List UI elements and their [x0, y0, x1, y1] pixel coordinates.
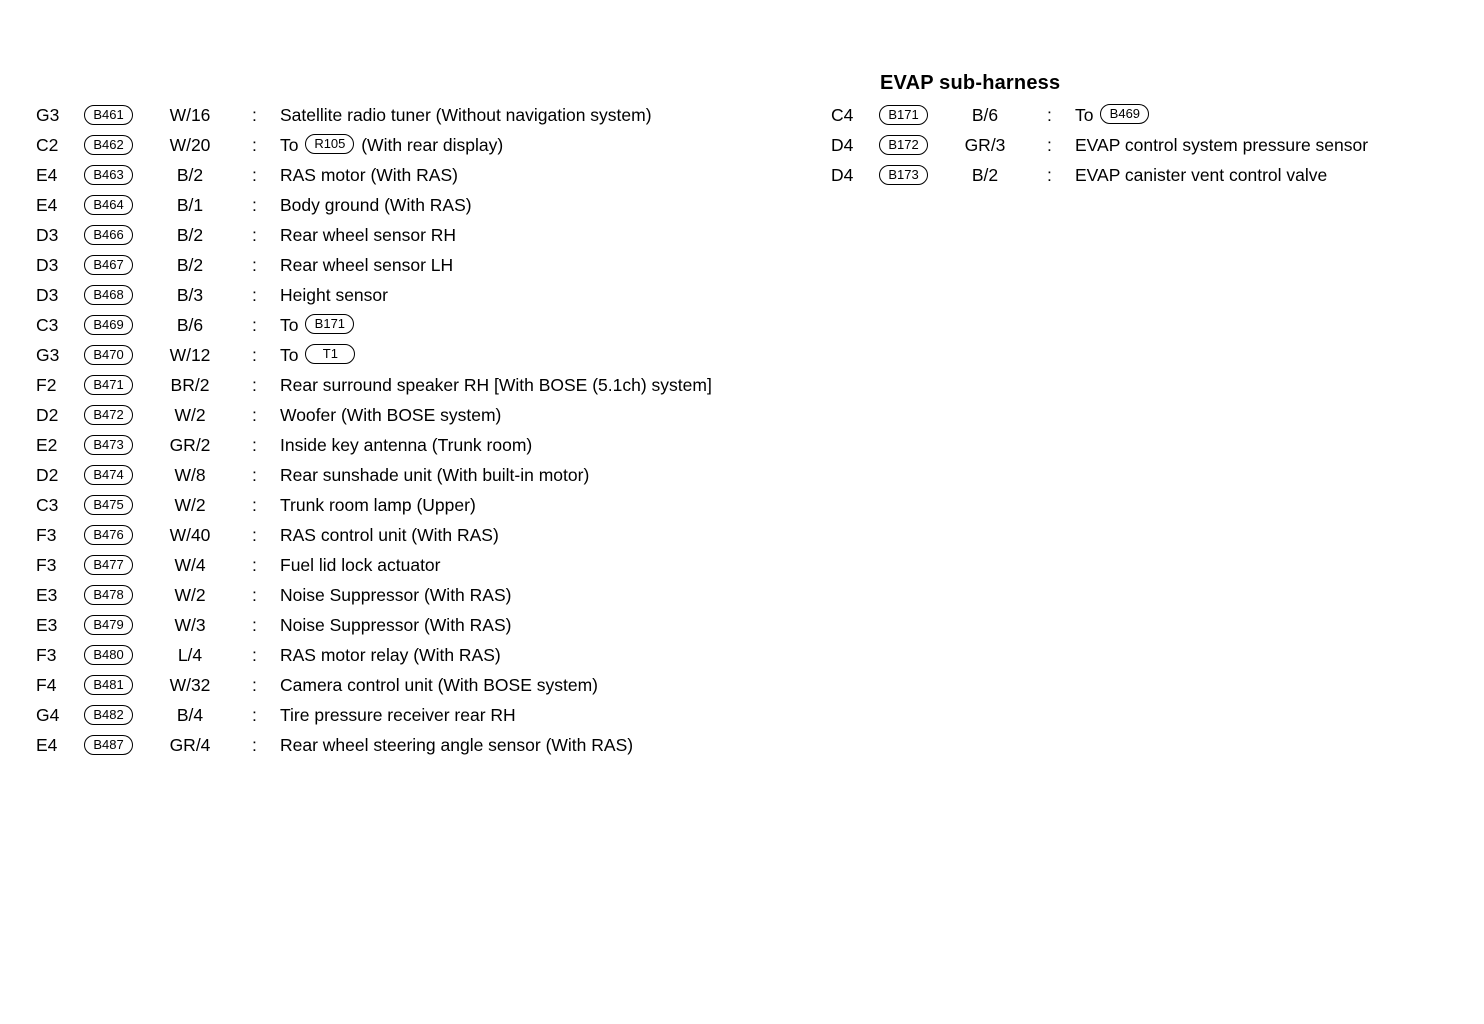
wire-spec: GR/3 [964, 135, 1006, 155]
connector-ref-badge: B171 [305, 314, 354, 334]
description: Rear wheel steering angle sensor (With RAS) [280, 735, 634, 755]
connector-ref-badge: B469 [1100, 104, 1149, 124]
grid-ref: E2 [36, 435, 58, 455]
grid-ref: F3 [36, 525, 57, 545]
connector-badge: B470 [84, 345, 133, 365]
separator: : [252, 555, 257, 575]
description-prefix: To [280, 315, 299, 335]
separator: : [252, 195, 257, 215]
connector-badge: B480 [84, 645, 133, 665]
wire-spec: B/1 [176, 195, 204, 215]
separator: : [252, 615, 257, 635]
description: Rear wheel sensor RH [280, 225, 457, 245]
description: Tire pressure receiver rear RH [280, 705, 516, 725]
connector-badge: B469 [84, 315, 133, 335]
connector-badge: B468 [84, 285, 133, 305]
description: EVAP canister vent control valve [1075, 165, 1328, 185]
description: Trunk room lamp (Upper) [280, 495, 476, 515]
separator: : [252, 285, 257, 305]
grid-ref: C2 [36, 135, 59, 155]
grid-ref: D3 [36, 285, 59, 305]
description: Satellite radio tuner (Without navigation system) [280, 105, 652, 125]
connector-badge: B466 [84, 225, 133, 245]
description: Body ground (With RAS) [280, 195, 472, 215]
wire-spec: B/2 [176, 165, 204, 185]
grid-ref: F3 [36, 555, 57, 575]
grid-ref: D2 [36, 405, 59, 425]
evap-sub-harness-title: EVAP sub-harness [880, 72, 1061, 94]
wire-spec: B/3 [176, 285, 204, 305]
description [280, 310, 356, 340]
connector-badge: B173 [879, 165, 928, 185]
wire-spec: W/2 [174, 585, 206, 605]
separator: : [252, 135, 257, 155]
wire-spec: W/12 [169, 345, 211, 365]
wire-spec: B/4 [176, 705, 204, 725]
separator: : [252, 735, 257, 755]
description: RAS motor relay (With RAS) [280, 645, 501, 665]
separator: : [252, 705, 257, 725]
description: RAS motor (With RAS) [280, 165, 458, 185]
separator: : [252, 255, 257, 275]
wire-spec: B/6 [971, 105, 999, 125]
wire-spec: B/2 [176, 225, 204, 245]
wire-spec: B/2 [176, 255, 204, 275]
wire-spec: W/3 [174, 615, 206, 635]
grid-ref: E3 [36, 615, 58, 635]
grid-ref: D4 [831, 165, 854, 185]
separator: : [252, 315, 257, 335]
connector-badge: B462 [84, 135, 133, 155]
grid-ref: E3 [36, 585, 58, 605]
separator: : [252, 405, 257, 425]
grid-ref: D3 [36, 225, 59, 245]
wire-spec: W/8 [174, 465, 206, 485]
grid-ref: E4 [36, 195, 58, 215]
description: RAS control unit (With RAS) [280, 525, 499, 545]
description: Noise Suppressor (With RAS) [280, 615, 512, 635]
description: Woofer (With BOSE system) [280, 405, 502, 425]
connector-badge: B482 [84, 705, 133, 725]
connector-ref-badge: T1 [305, 344, 355, 364]
description-prefix: To [1075, 105, 1094, 125]
separator: : [1047, 105, 1052, 125]
separator: : [252, 435, 257, 455]
wire-spec: W/32 [169, 675, 211, 695]
wire-spec: B/2 [971, 165, 999, 185]
description [280, 130, 503, 160]
connector-ref-badge: R105 [305, 134, 354, 154]
grid-ref: D2 [36, 465, 59, 485]
description: Fuel lid lock actuator [280, 555, 441, 575]
connector-badge: B172 [879, 135, 928, 155]
connector-badge: B477 [84, 555, 133, 575]
grid-ref: G4 [36, 705, 60, 725]
description: Rear sunshade unit (With built-in motor) [280, 465, 590, 485]
description: Rear surround speaker RH [With BOSE (5.1ch) system] [280, 375, 712, 395]
connector-badge: B481 [84, 675, 133, 695]
connector-badge: B478 [84, 585, 133, 605]
separator: : [252, 675, 257, 695]
wire-spec: GR/4 [169, 735, 211, 755]
connector-badge: B474 [84, 465, 133, 485]
grid-ref: F3 [36, 645, 57, 665]
wire-spec: L/4 [177, 645, 203, 665]
connector-badge: B471 [84, 375, 133, 395]
connector-badge: B461 [84, 105, 133, 125]
wire-spec: W/4 [174, 555, 206, 575]
connector-badge: B467 [84, 255, 133, 275]
separator: : [252, 495, 257, 515]
description [280, 340, 357, 370]
description: EVAP control system pressure sensor [1075, 135, 1369, 155]
connector-badge: B464 [84, 195, 133, 215]
grid-ref: D4 [831, 135, 854, 155]
separator: : [252, 165, 257, 185]
description-suffix: (With rear display) [361, 135, 504, 155]
separator: : [1047, 135, 1052, 155]
wire-spec: BR/2 [170, 375, 210, 395]
wire-spec: W/20 [169, 135, 211, 155]
separator: : [252, 345, 257, 365]
wire-spec: W/40 [169, 525, 211, 545]
grid-ref: C3 [36, 495, 59, 515]
connector-badge: B472 [84, 405, 133, 425]
connector-badge: B473 [84, 435, 133, 455]
connector-badge: B463 [84, 165, 133, 185]
connector-badge: B475 [84, 495, 133, 515]
separator: : [252, 375, 257, 395]
wire-spec: GR/2 [169, 435, 211, 455]
grid-ref: C4 [831, 105, 854, 125]
description-prefix: To [280, 135, 299, 155]
grid-ref: G3 [36, 105, 60, 125]
grid-ref: D3 [36, 255, 59, 275]
connector-badge: B476 [84, 525, 133, 545]
description: Camera control unit (With BOSE system) [280, 675, 598, 695]
separator: : [252, 525, 257, 545]
wire-spec: W/2 [174, 405, 206, 425]
description [1075, 100, 1151, 130]
connector-badge: B487 [84, 735, 133, 755]
separator: : [252, 225, 257, 245]
description-prefix: To [280, 345, 299, 365]
wire-spec: W/2 [174, 495, 206, 515]
connector-badge: B479 [84, 615, 133, 635]
separator: : [252, 465, 257, 485]
grid-ref: E4 [36, 165, 58, 185]
separator: : [252, 105, 257, 125]
separator: : [252, 645, 257, 665]
wire-spec: W/16 [169, 105, 211, 125]
wire-spec: B/6 [176, 315, 204, 335]
grid-ref: C3 [36, 315, 59, 335]
grid-ref: G3 [36, 345, 60, 365]
description: Noise Suppressor (With RAS) [280, 585, 512, 605]
description: Inside key antenna (Trunk room) [280, 435, 533, 455]
grid-ref: E4 [36, 735, 58, 755]
description: Rear wheel sensor LH [280, 255, 454, 275]
grid-ref: F4 [36, 675, 57, 695]
separator: : [1047, 165, 1052, 185]
description: Height sensor [280, 285, 388, 305]
grid-ref: F2 [36, 375, 57, 395]
separator: : [252, 585, 257, 605]
connector-badge: B171 [879, 105, 928, 125]
